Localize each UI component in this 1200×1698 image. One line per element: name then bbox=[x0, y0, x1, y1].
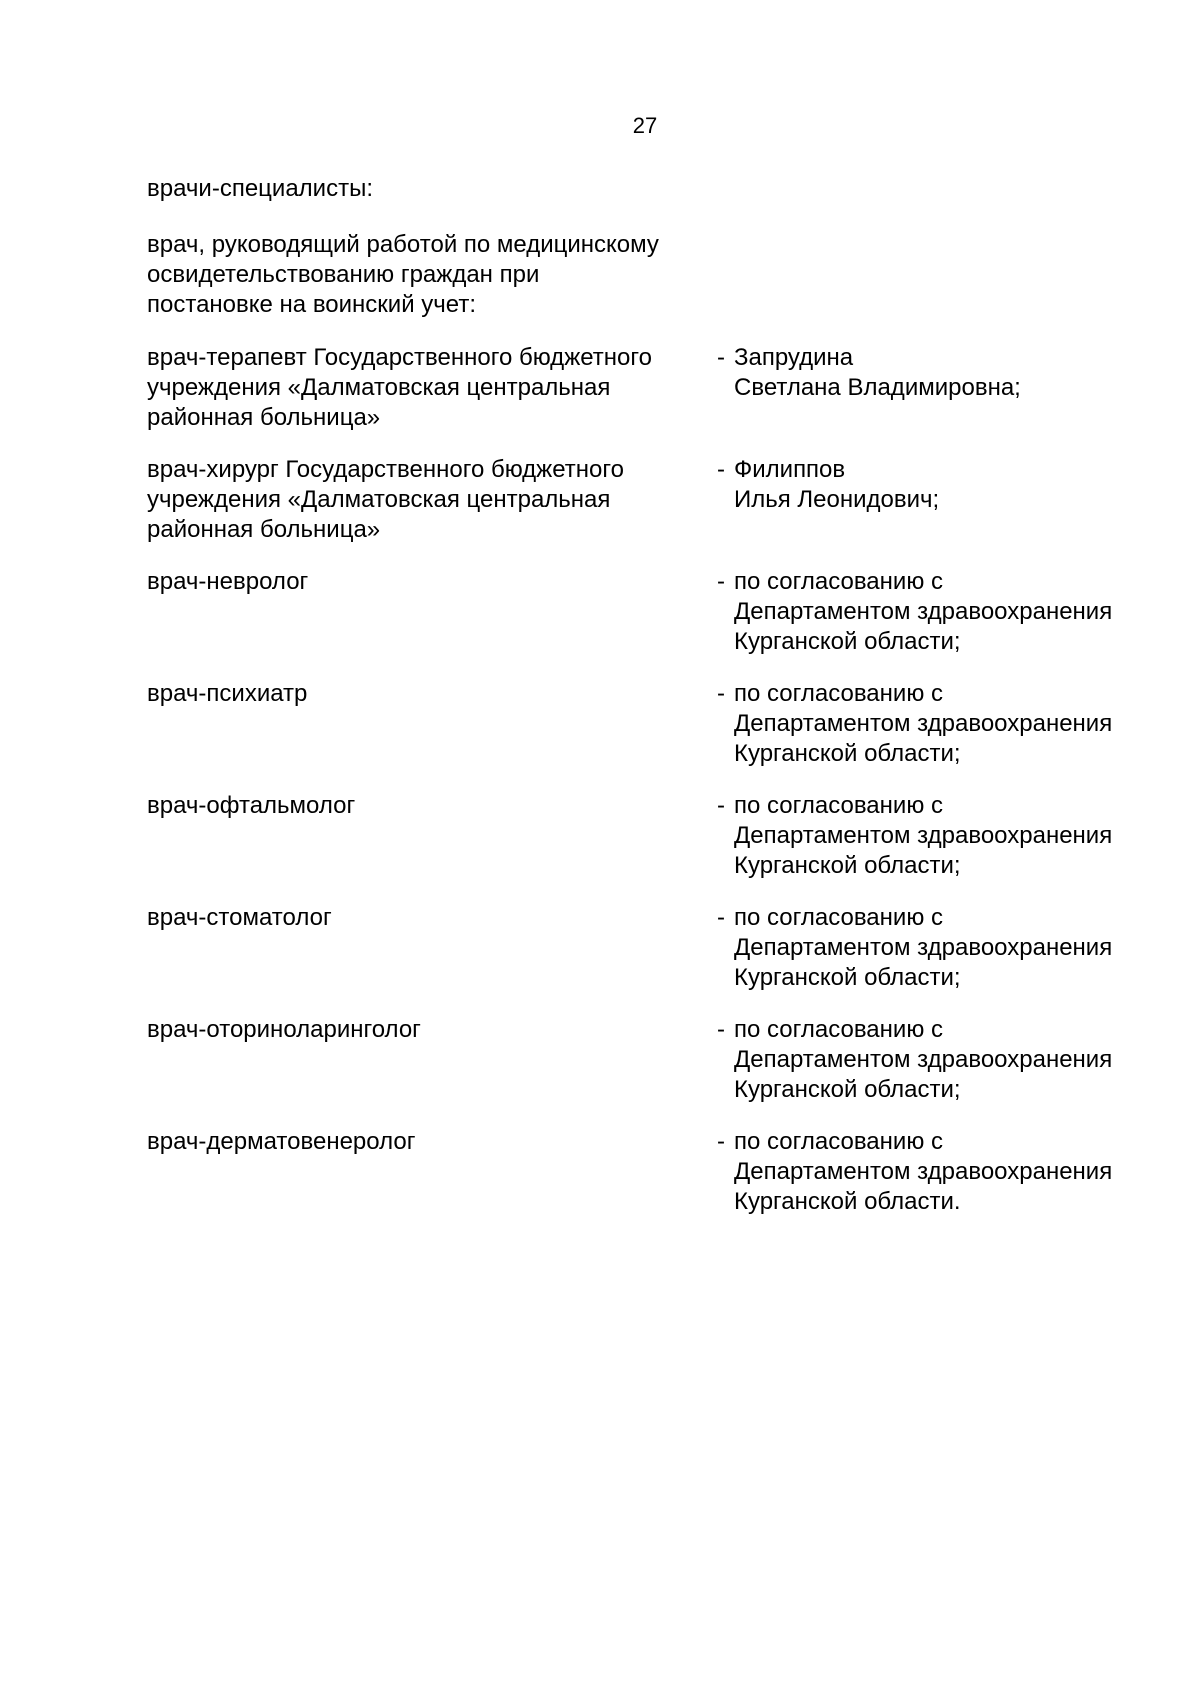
member-assignment bbox=[717, 1015, 1147, 1105]
commission-row bbox=[147, 679, 1147, 769]
dash: - bbox=[717, 456, 725, 483]
member-name: Запрудина Светлана Владимировна; bbox=[734, 344, 1021, 401]
section-heading-lead-doctor: врач, руководящий работой по медицинскому освидетельствованию граждан при постановке на воинский учет: bbox=[147, 231, 659, 318]
position-title: врач-стоматолог bbox=[147, 904, 332, 931]
commission-row bbox=[147, 567, 1147, 657]
commission-row bbox=[147, 343, 1147, 433]
commission-row bbox=[147, 455, 1147, 545]
member-assignment bbox=[717, 791, 1147, 881]
page-number: 27 bbox=[632, 113, 658, 138]
dash: - bbox=[717, 792, 725, 819]
section-heading-specialists: врачи-специалисты: bbox=[147, 175, 373, 202]
member-assignment bbox=[717, 1127, 1147, 1217]
member-assignment bbox=[717, 343, 1147, 403]
position-title: врач-психиатр bbox=[147, 680, 308, 707]
document-body bbox=[147, 174, 1147, 1239]
commission-row bbox=[147, 791, 1147, 881]
commission-row bbox=[147, 1127, 1147, 1217]
dash: - bbox=[717, 344, 725, 371]
commission-row bbox=[147, 903, 1147, 993]
member-assignment bbox=[717, 679, 1147, 769]
dash: - bbox=[717, 904, 725, 931]
position-title: врач-дерматовенеролог bbox=[147, 1128, 416, 1155]
member-name: по согласованию с Департаментом здравоохранения Курганской области; bbox=[734, 904, 1113, 991]
commission-row bbox=[147, 1015, 1147, 1105]
member-assignment bbox=[717, 455, 1147, 515]
dash: - bbox=[717, 568, 725, 595]
member-name: по согласованию с Департаментом здравоохранения Курганской области; bbox=[734, 1016, 1113, 1103]
position-title: врач-терапевт Государственного бюджетного учреждения «Далматовская центральная районная больница» bbox=[147, 344, 652, 431]
member-name: по согласованию с Департаментом здравоохранения Курганской области; bbox=[734, 792, 1113, 879]
member-assignment bbox=[717, 567, 1147, 657]
member-name: Филиппов Илья Леонидович; bbox=[734, 456, 940, 513]
position-title: врач-хирург Государственного бюджетного учреждения «Далматовская центральная районная больница» bbox=[147, 456, 624, 543]
dash: - bbox=[717, 1128, 725, 1155]
dash: - bbox=[717, 1016, 725, 1043]
member-assignment bbox=[717, 903, 1147, 993]
position-title: врач-оториноларинголог bbox=[147, 1016, 421, 1043]
dash: - bbox=[717, 680, 725, 707]
member-name: по согласованию с Департаментом здравоохранения Курганской области. bbox=[734, 1128, 1113, 1215]
member-name: по согласованию с Департаментом здравоохранения Курганской области; bbox=[734, 680, 1113, 767]
position-title: врач-офтальмолог bbox=[147, 792, 356, 819]
member-name: по согласованию с Департаментом здравоохранения Курганской области; bbox=[734, 568, 1113, 655]
position-title: врач-невролог bbox=[147, 568, 309, 595]
